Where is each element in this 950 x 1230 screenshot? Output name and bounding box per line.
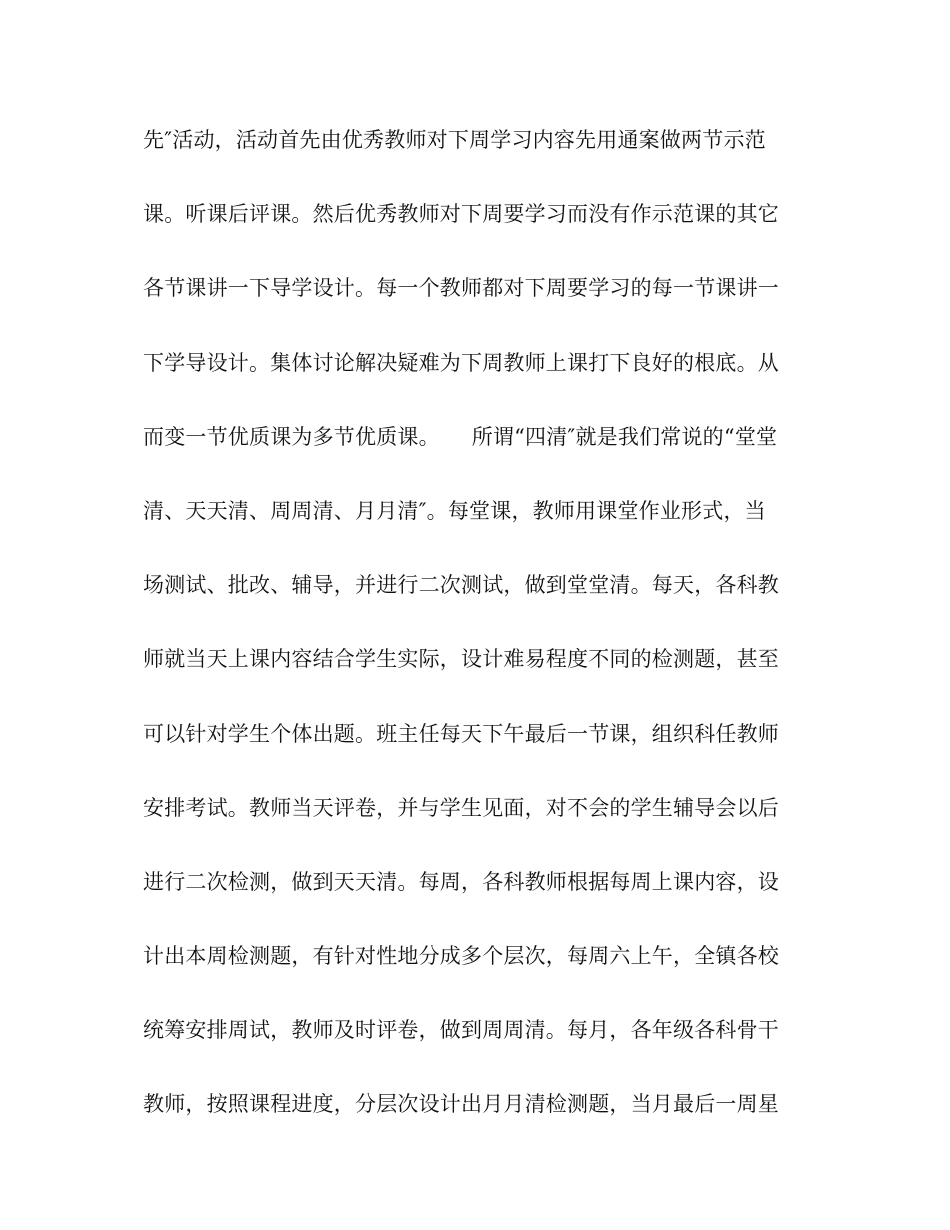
body-text xyxy=(143,122,823,1161)
text-line-14: 教师，按照课程进度，分层次设计出月月清检测题，当月最后一周星 xyxy=(143,1092,779,1117)
text-line-13: 统筹安排周试，教师及时评卷，做到周周清。每月，各年级各科骨干 xyxy=(143,1018,779,1043)
text-line-6: 清、天天清、周周清、月月清″。每堂课，教师用课堂作业形式，当 xyxy=(143,498,766,523)
text-line-12: 计出本周检测题，有针对性地分成多个层次，每周六上午，全镇各校 xyxy=(143,944,779,969)
text-line-10: 安排考试。教师当天评卷，并与学生见面，对不会的学生辅导会以后 xyxy=(143,795,779,820)
text-line-5: 而变一节优质课为多节优质课。 所谓“四清″就是我们常说的“堂堂 xyxy=(143,424,778,449)
text-line-11: 进行二次检测，做到天天清。每周，各科教师根据每周上课内容，设 xyxy=(143,869,779,894)
text-line-2: 课。听课后评课。然后优秀教师对下周要学习而没有作示范课的其它 xyxy=(143,202,779,227)
text-line-7: 场测试、批改、辅导，并进行二次测试，做到堂堂清。每天，各科教 xyxy=(143,573,779,598)
text-line-9: 可以针对学生个体出题。班主任每天下午最后一节课，组织科任教师 xyxy=(143,721,779,746)
text-line-3: 各节课讲一下导学设计。每一个教师都对下周要学习的每一节课讲一 xyxy=(143,276,779,301)
text-line-4: 下学导设计。集体讨论解决疑难为下周教师上课打下良好的根底。从 xyxy=(143,350,779,375)
text-line-1: 先″活动，活动首先由优秀教师对下周学习内容先用通案做两节示范 xyxy=(143,128,766,152)
text-line-8: 师就当天上课内容结合学生实际，设计难易程度不同的检测题，甚至 xyxy=(143,647,779,672)
